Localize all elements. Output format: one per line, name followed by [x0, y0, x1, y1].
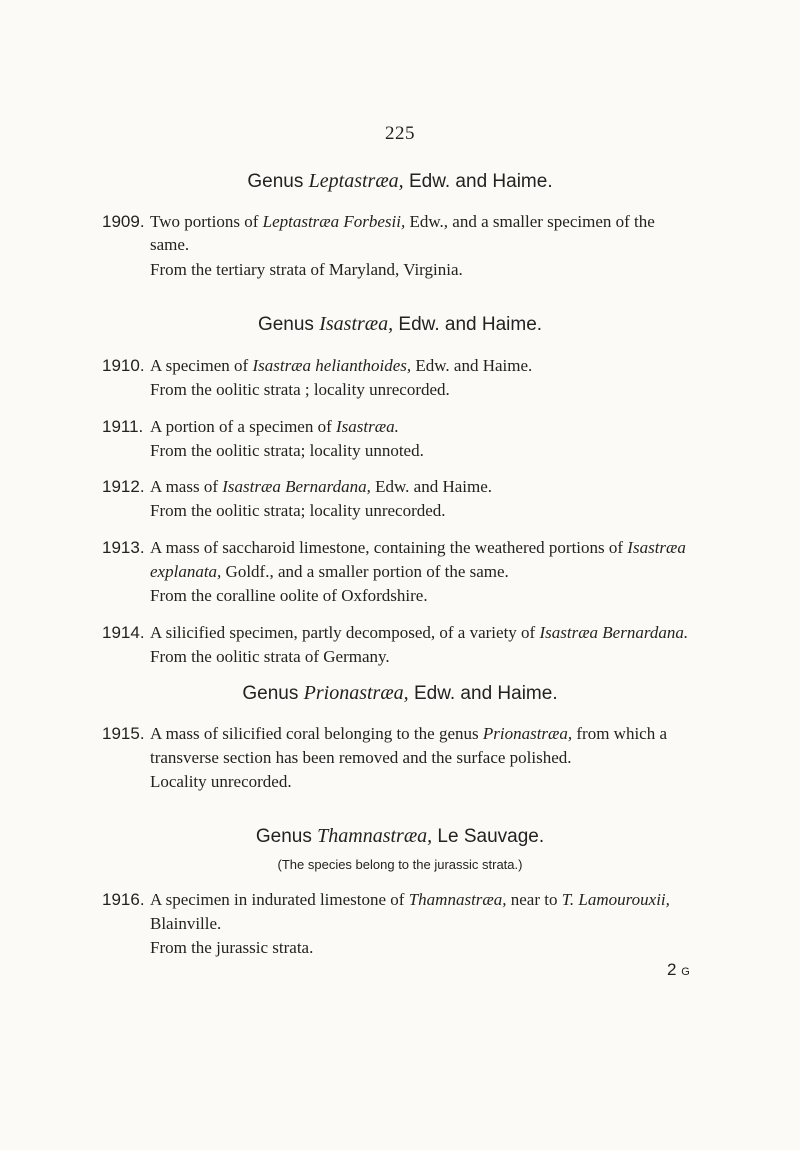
- entry-number: 1909.: [102, 212, 145, 231]
- genus-heading-thamnastraea: Genus Thamnastræa, Le Sauvage.: [255, 825, 545, 847]
- entry-number: 1913.: [102, 538, 145, 557]
- entry-number: 1910.: [102, 356, 145, 375]
- entry-number: 1912.: [102, 477, 145, 496]
- entry-line: Locality unrecorded.: [150, 772, 292, 791]
- entry-line: A mass of silicified coral belonging to the genus Prionastræa, from which a: [150, 724, 668, 743]
- genus-heading-leptastraea: Genus Leptastræa, Edw. and Haime.: [247, 170, 553, 192]
- entry-number: 1911.: [102, 417, 144, 436]
- entry-line: A silicified specimen, partly decomposed, of a variety of Isastræa Bernardana.: [150, 623, 689, 642]
- entry-line: From the oolitic strata; locality unnoted.: [150, 441, 424, 460]
- genus-heading-isastraea: Genus Isastræa, Edw. and Haime.: [257, 313, 543, 335]
- entry-line: From the oolitic strata ; locality unrecorded.: [150, 380, 450, 399]
- entry-line: Two portions of Leptastræa Forbesii, Edw., and a smaller specimen of the: [150, 212, 655, 231]
- page-number: 225: [385, 123, 415, 144]
- entry-line: A mass of saccharoid limestone, containing the weathered portions of Isastræa: [150, 538, 686, 557]
- signature-mark: 2 G: [667, 960, 690, 979]
- entry-line: A specimen in indurated limestone of Thamnastræa, near to T. Lamourouxii,: [150, 890, 670, 909]
- genus-note: (The species belong to the jurassic strata.): [277, 857, 523, 872]
- entry-number: 1915.: [102, 724, 145, 743]
- entry-line: A mass of Isastræa Bernardana, Edw. and Haime.: [150, 477, 493, 496]
- entry-number: 1916.: [102, 890, 145, 909]
- entry-line: From the coralline oolite of Oxfordshire.: [150, 586, 428, 605]
- entry-number: 1914.: [102, 623, 145, 642]
- entry-line: From the jurassic strata.: [150, 938, 314, 957]
- entry-line: From the oolitic strata of Germany.: [150, 647, 390, 666]
- entry-line: A specimen of Isastræa helianthoides, Edw. and Haime.: [150, 356, 533, 375]
- genus-heading-prionastraea: Genus Prionastræa, Edw. and Haime.: [242, 682, 558, 704]
- entry-line: transverse section has been removed and the surface polished.: [150, 748, 572, 767]
- entry-line: From the oolitic strata; locality unrecorded.: [150, 501, 446, 520]
- entry-line: From the tertiary strata of Maryland, Virginia.: [150, 260, 463, 279]
- entry-line: same.: [150, 235, 190, 254]
- entry-line: A portion of a specimen of Isastræa.: [150, 417, 399, 436]
- entry-line: Blainville.: [150, 914, 222, 933]
- entry-line: explanata, Goldf., and a smaller portion of the same.: [150, 562, 509, 581]
